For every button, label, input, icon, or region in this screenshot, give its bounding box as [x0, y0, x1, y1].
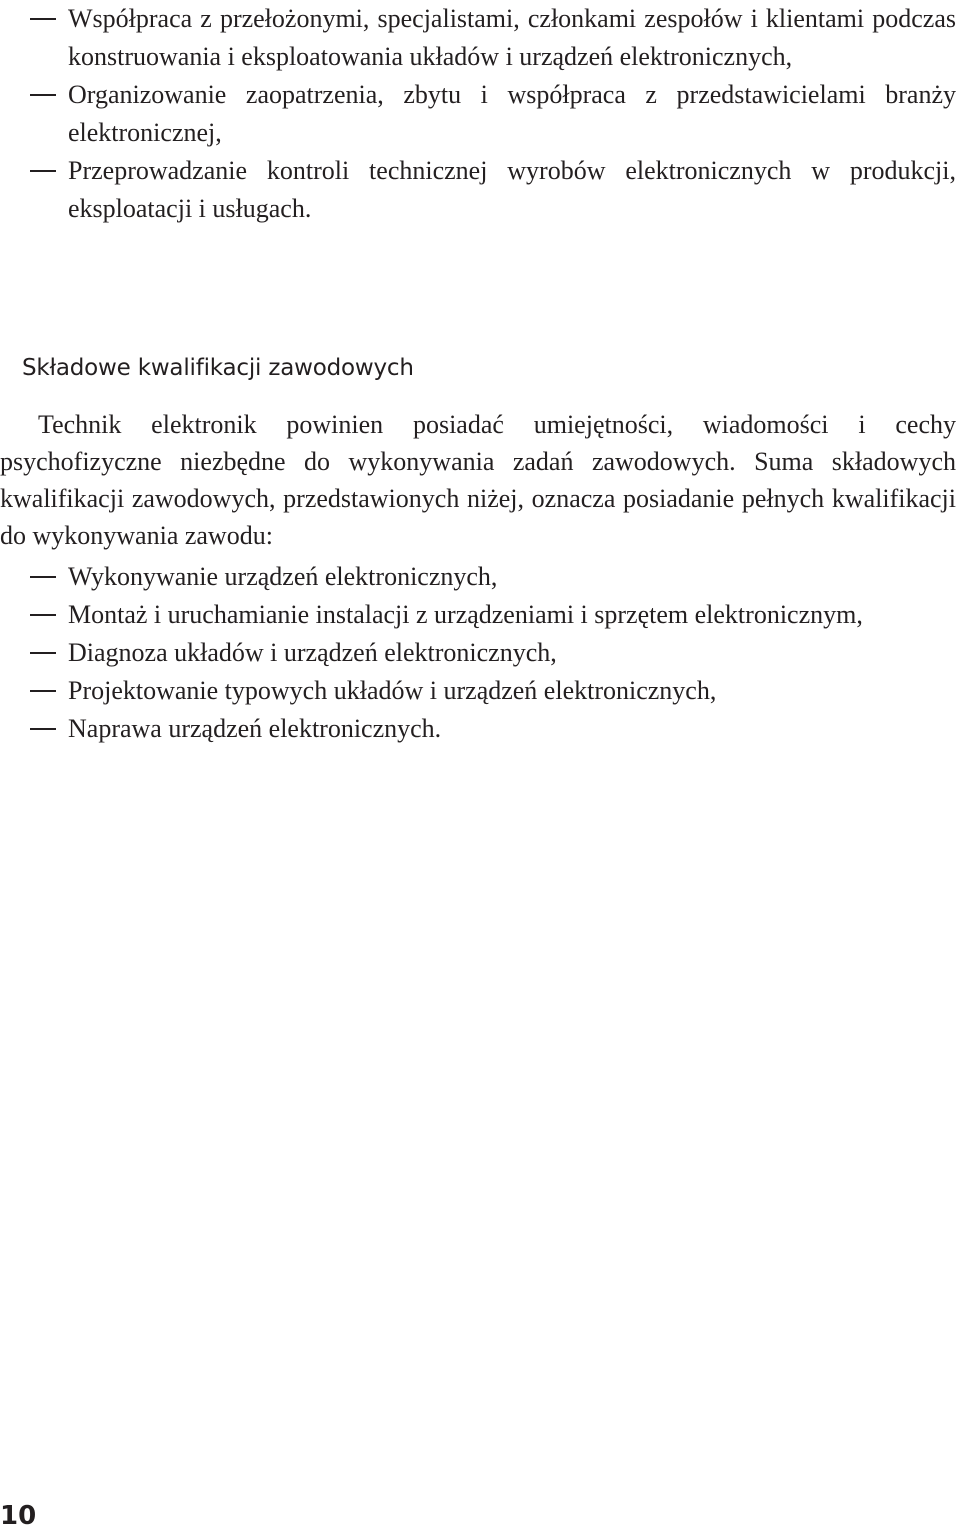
section-heading: Składowe kwalifikacji zawodowych	[22, 355, 414, 381]
dash-bullet-icon	[30, 728, 56, 730]
dash-bullet-icon	[30, 94, 56, 96]
list-item-text: Organizowanie zaopatrzenia, zbytu i współpraca z przedstawicielami branży elektronicznej,	[68, 80, 956, 147]
dash-bullet-icon	[30, 652, 56, 654]
dash-bullet-icon	[30, 18, 56, 20]
list-item-text: Współpraca z przełożonymi, specjalistami, członkami zespołów i klientami podczas konstruowania i eksploatowania układów i urządzeń elektronicznych,	[68, 4, 956, 71]
list-item-text: Montaż i uruchamianie instalacji z urządzeniami i sprzętem elektronicznym,	[68, 600, 863, 629]
list-item	[0, 558, 960, 596]
qualifications-list	[0, 558, 960, 748]
list-item	[0, 76, 960, 152]
list-item-text: Wykonywanie urządzeń elektronicznych,	[68, 562, 498, 591]
dash-bullet-icon	[30, 614, 56, 616]
list-item	[0, 672, 960, 710]
list-item	[0, 152, 960, 228]
section-paragraph: Technik elektronik powinien posiadać umiejętności, wiadomości i cechy psychofizyczne niezbędne do wykonywania zadań zawodowych. Suma składowych kwalifikacji zawodowych, przedstawionych niżej, oznacza posiadanie pełnych kwalifikacji do wykonywania zawodu:	[0, 410, 956, 550]
dash-bullet-icon	[30, 690, 56, 692]
list-item-text: Diagnoza układów i urządzeń elektronicznych,	[68, 638, 557, 667]
list-item-text: Projektowanie typowych układów i urządzeń elektronicznych,	[68, 676, 717, 705]
list-item	[0, 596, 960, 634]
dash-bullet-icon	[30, 170, 56, 172]
list-item-text: Naprawa urządzeń elektronicznych.	[68, 714, 442, 743]
page-number: 10	[0, 1501, 37, 1531]
list-item	[0, 634, 960, 672]
list-item-text: Przeprowadzanie kontroli technicznej wyrobów elektronicznych w produkcji, eksploatacji i usługach.	[68, 156, 956, 223]
responsibilities-list	[0, 0, 960, 228]
list-item	[0, 710, 960, 748]
dash-bullet-icon	[30, 576, 56, 578]
list-item	[0, 0, 960, 76]
